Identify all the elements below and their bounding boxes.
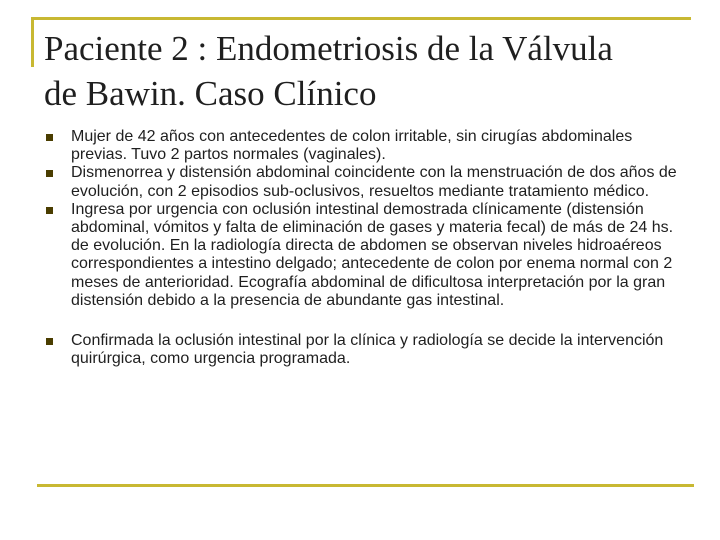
bullet-text: Confirmada la oclusión intestinal por la clínica y radiología se decide la intervención quirúrgica, como urgencia programada. xyxy=(71,332,664,368)
bullet-item-surgery-decision xyxy=(44,332,684,368)
square-bullet-icon xyxy=(46,338,53,345)
bullet-list xyxy=(44,128,684,368)
frame-top-line xyxy=(31,17,691,20)
slide-title-line-1: Paciente 2 : Endometriosis de la Válvula xyxy=(44,29,613,68)
slide-title xyxy=(44,26,694,116)
slide-title-line-2: de Bawin. Caso Clínico xyxy=(44,74,377,113)
bullet-text: Dismenorrea y distensión abdominal coincidente con la menstruación de dos años de evolución, con 2 episodios sub-oclusivos, resueltos mediante tratamiento médico. xyxy=(71,164,677,200)
bullet-text: Ingresa por urgencia con oclusión intestinal demostrada clínicamente (distensión abdominal, vómitos y falta de eliminación de gases y materia fecal) de más de 24 hs. de evolución. En la radiología directa de abdomen se observan niveles hidroaéreos correspondientes a intestino delgado; antecedente de colon por enema normal con 2 meses de anterioridad. Ecografía abdominal de dificultosa interpretación por la gran distensión debido a la presencia de abundante gas intestinal. xyxy=(71,200,674,309)
square-bullet-icon xyxy=(46,207,53,214)
square-bullet-icon xyxy=(46,134,53,141)
bullet-item-dysmenorrhea xyxy=(44,164,684,200)
frame-left-line xyxy=(31,17,34,67)
square-bullet-icon xyxy=(46,170,53,177)
bullet-item-admission xyxy=(44,201,684,310)
frame-bottom-line xyxy=(37,484,694,487)
bullet-item-patient-history xyxy=(44,128,684,164)
bullet-text: Mujer de 42 años con antecedentes de colon irritable, sin cirugías abdominales previas. Tuvo 2 partos normales (vaginales). xyxy=(71,128,633,164)
